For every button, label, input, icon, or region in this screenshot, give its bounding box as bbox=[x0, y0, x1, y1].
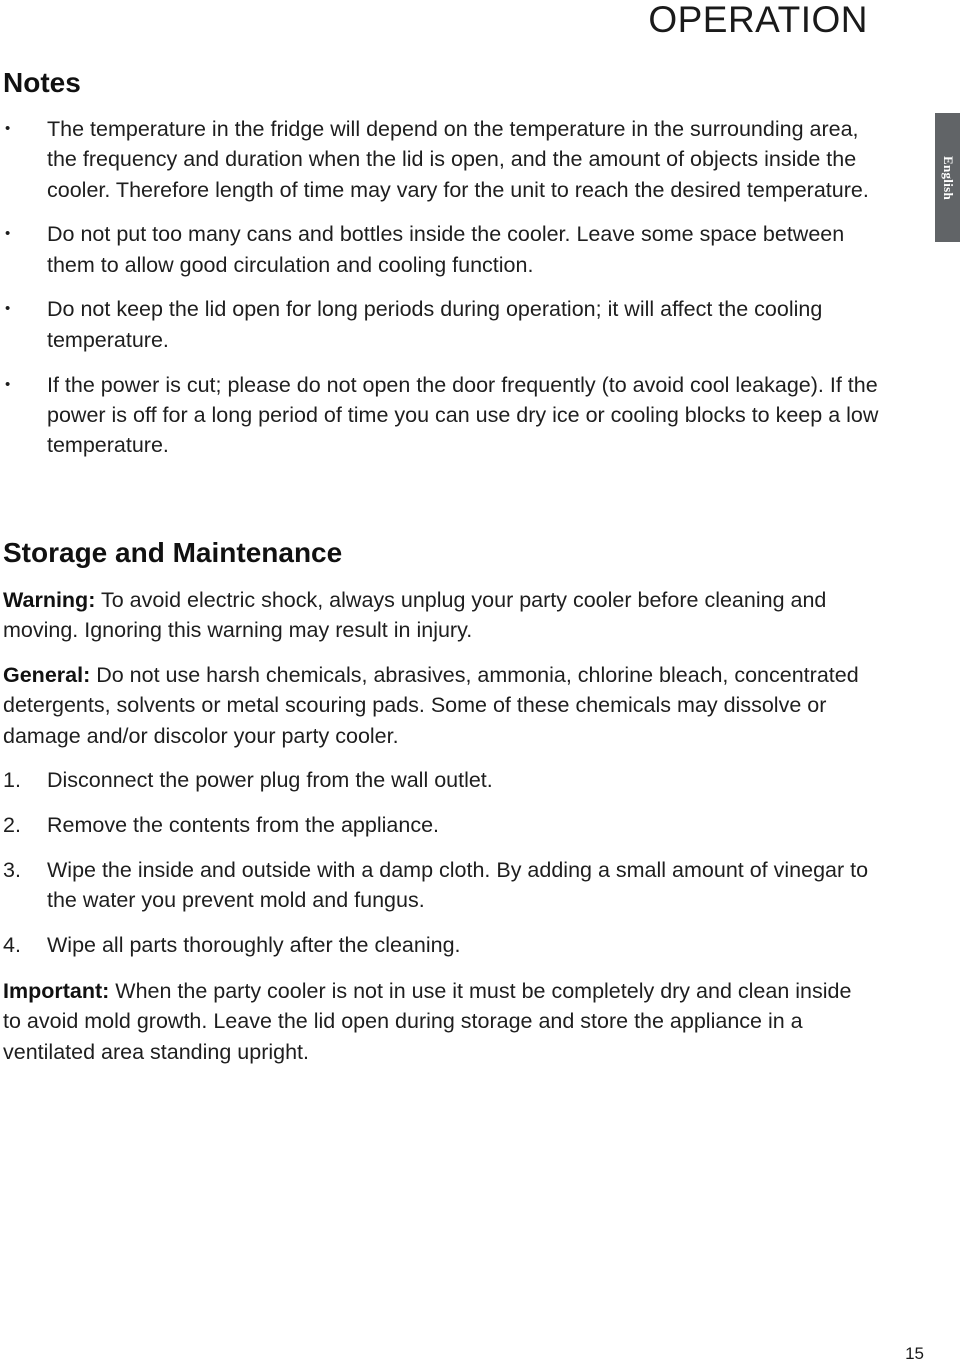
storage-title: Storage and Maintenance bbox=[3, 537, 343, 568]
note-item bbox=[0, 370, 880, 461]
general-text: Do not use harsh chemicals, abrasives, ammonia, chlorine bleach, concentrated detergents, solvents or metal scouring pads. Some of these chemicals may dissolve or damage and/or discolor your party cooler. bbox=[3, 663, 859, 748]
important-text: When the party cooler is not in use it must be completely dry and clean inside to avoid mold growth. Leave the lid open during storage and store the appliance in a ventilated area standing upright. bbox=[3, 979, 852, 1064]
notes-title: Notes bbox=[3, 67, 81, 98]
step-number: 3. bbox=[3, 857, 21, 882]
step-item bbox=[0, 810, 880, 840]
note-item bbox=[0, 294, 880, 355]
bullet-icon: • bbox=[5, 120, 11, 137]
note-text: Do not put too many cans and bottles inside the cooler. Leave some space between them to allow good circulation and cooling function. bbox=[47, 222, 845, 277]
step-text: Wipe the inside and outside with a damp cloth. By adding a small amount of vinegar to the water you prevent mold and fungus. bbox=[47, 857, 869, 913]
note-text: The temperature in the fridge will depend on the temperature in the surrounding area, the frequency and duration when the lid is open, and the amount of objects inside the cooler. Therefore length of time may vary for the unit to reach the desired temperature. bbox=[47, 117, 869, 202]
warning-label: Warning: bbox=[3, 588, 96, 612]
language-tab-label: English bbox=[940, 155, 956, 200]
bullet-icon: • bbox=[5, 225, 11, 243]
warning-text: To avoid electric shock, always unplug your party cooler before cleaning and moving. Ignoring this warning may result in injury. bbox=[3, 588, 827, 643]
notes-list bbox=[0, 114, 880, 475]
general-label: General: bbox=[3, 663, 91, 687]
step-item bbox=[0, 855, 880, 916]
important-paragraph bbox=[3, 976, 873, 1067]
bullet-icon: • bbox=[5, 375, 11, 393]
page-number: 15 bbox=[905, 1344, 924, 1363]
step-text: Disconnect the power plug from the wall outlet. bbox=[47, 768, 493, 792]
cleaning-steps bbox=[0, 765, 880, 975]
note-item bbox=[0, 114, 880, 205]
important-label: Important: bbox=[3, 979, 110, 1003]
page-header-title: OPERATION bbox=[648, 0, 868, 40]
step-item bbox=[0, 765, 880, 795]
note-text: If the power is cut; please do not open the door frequently (to avoid cool leakage). If the power is off for a long period of time you can use dry ice or cooling blocks to keep a low temperature. bbox=[47, 372, 879, 458]
step-number: 2. bbox=[3, 812, 21, 837]
general-paragraph bbox=[3, 660, 873, 751]
step-number: 4. bbox=[3, 933, 21, 958]
note-text: Do not keep the lid open for long periods during operation; it will affect the cooling temperature. bbox=[47, 297, 823, 352]
bullet-icon: • bbox=[5, 300, 11, 318]
step-item bbox=[0, 930, 880, 960]
step-text: Remove the contents from the appliance. bbox=[47, 812, 439, 837]
step-text: Wipe all parts thoroughly after the cleaning. bbox=[47, 933, 461, 958]
step-number: 1. bbox=[3, 768, 21, 792]
language-tab bbox=[935, 113, 960, 242]
warning-paragraph bbox=[3, 585, 873, 646]
note-item bbox=[0, 219, 880, 280]
